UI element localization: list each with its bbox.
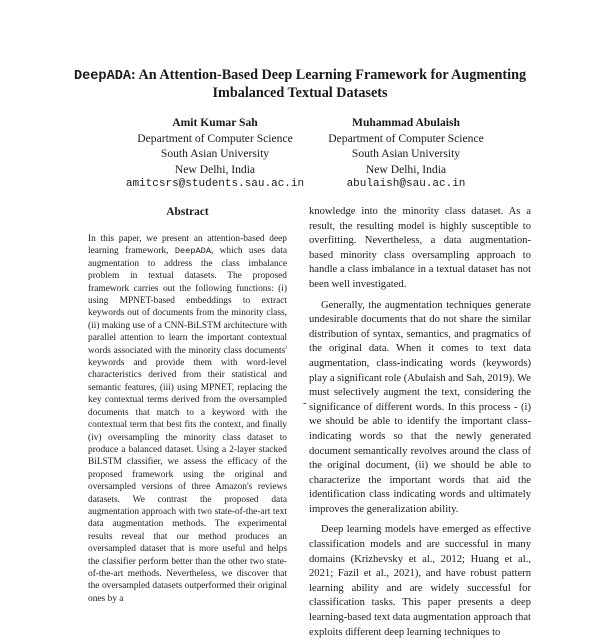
body-paragraph-1: knowledge into the minority class dataset. As a result, the resulting model is highly susceptible to overfitting. Nevertheless, a data augmentation-based minority class oversampling approach to handle a class imbalance in a textual dataset has not been well investigated. xyxy=(309,206,531,290)
title-line-2: Imbalanced Textual Datasets xyxy=(212,85,388,101)
author-email: abulaish@sau.ac.in xyxy=(346,178,466,191)
paper-title xyxy=(40,67,560,102)
author-city: New Delhi, India xyxy=(365,162,447,176)
author-email: amitcsrs@students.sau.ac.in xyxy=(125,178,305,191)
title-line-1: : An Attention-Based Deep Learning Framework for Augmenting xyxy=(131,67,527,83)
abstract-paragraph xyxy=(88,233,287,605)
margin-change-mark: - xyxy=(303,397,307,409)
author-block-2 xyxy=(291,115,521,193)
author-department: Department of Computer Science xyxy=(328,131,484,145)
author-name: Muhammad Abulaish xyxy=(352,116,460,129)
introduction-column xyxy=(309,205,531,640)
abstract-heading: Abstract xyxy=(166,206,209,218)
author-name: Amit Kumar Sah xyxy=(172,116,258,129)
author-university: South Asian University xyxy=(160,147,270,161)
abstract-text-start: In this paper, we present an attention-based deep learning framework, xyxy=(88,234,287,257)
abstract-text-rest: , which uses data augmentation to address the class imbalance problem in textual datasets. The proposed framework carries out the following functions: (i) using MPNET-based embeddings to extract keywords out of documents from the minority class, (ii) making use of a CNN-BiLSTM architecture with parallel attention to learn the important contextual words associated with the minority class documents' keywords and provide them with word-level characteristics derived from their statistical and semantic features, (iii) using MPNET, replacing the key contextual terms derived from the oversampled documents that match to a keyword with the contextual term that best fits the context, and finally (iv) oversampling the minority class dataset to produce a balanced dataset. Using a 2-layer stacked BiLSTM classifier, we assess the efficacy of the proposed framework using the original and oversampled versions of three Amazon's reviews datasets. We contrast the proposed data augmentation approach with two state-of-the-art text data augmentation methods. The experimental results reveal that our method produces an oversampled dataset that is more useful and helps the classifier perform better than the other two state-of-the-art methods. Nevertheless, we discover that the oversampled datasets outperformed their original ones by a xyxy=(88,246,288,604)
author-city: New Delhi, India xyxy=(174,162,256,176)
title-system-name: DeepADA xyxy=(73,69,132,84)
body-paragraph-3: Deep learning models have emerged as effective classification models and are successful in many domains (Krizhevsky et al., 2012; Huang et al., 2021; Fazil et al., 2021), and have robust pattern learning ability and are widely successful for classification tasks. This paper presents a deep learning-based text data augmentation approach that exploits different deep learning techniques to xyxy=(309,524,531,638)
abstract-column xyxy=(88,205,287,605)
author-university: South Asian University xyxy=(351,147,461,161)
author-department: Department of Computer Science xyxy=(137,131,293,145)
abstract-system-name: DeepADA xyxy=(174,246,211,257)
body-paragraph-2: Generally, the augmentation techniques generate undesirable documents that do not share the similar distribution of syntax, semantics, and pragmatics of the original data. When it comes to text data augmentation, class-indicating words (keywords) play a significant role (Abulaish and Sah, 2019). We must selectively augment the text, considering the significance of different words. In this process - (i) we should be able to identify the important class-indicating words so that the newly generated document semantically revolves around the class of the original document, (ii) we should be able to characterize the important words that aid the identification class indicating words and ultimately improves the generalization ability. xyxy=(309,299,531,515)
